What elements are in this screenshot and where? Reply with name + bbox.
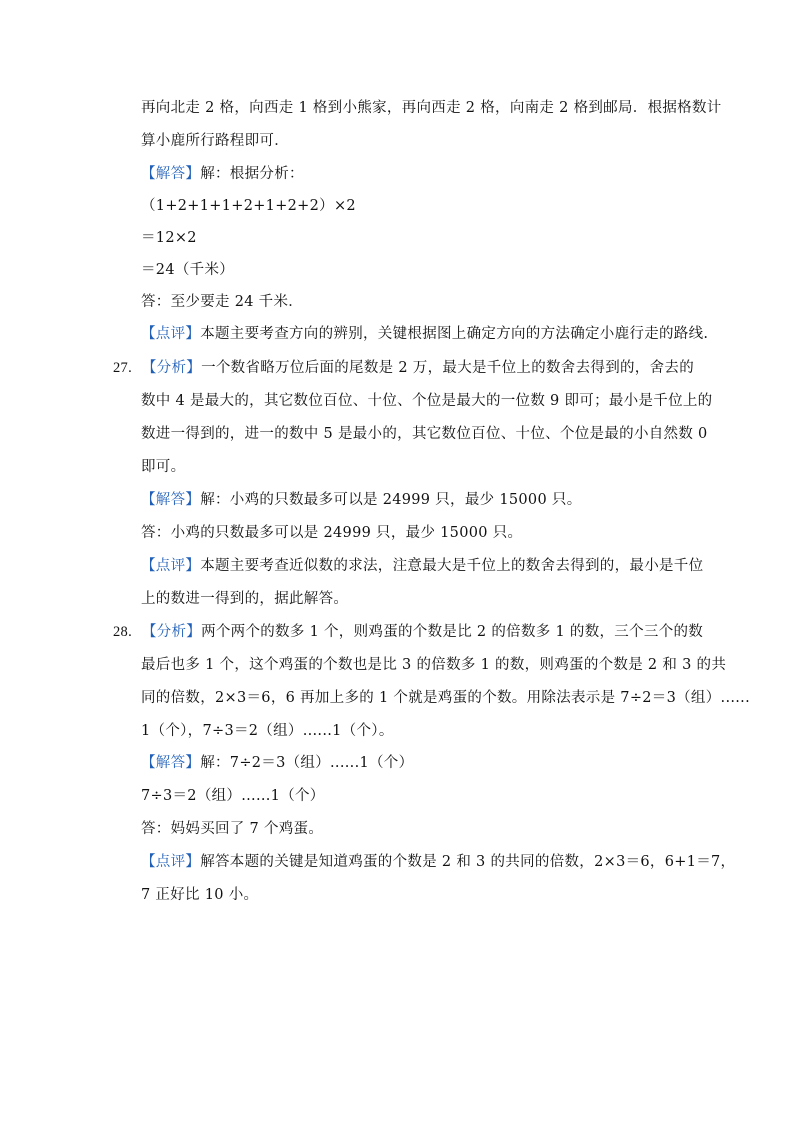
q26-answer-line-5: 答：至少要走 24 千米．: [141, 294, 304, 310]
comment-tag: 【点评】: [141, 558, 201, 574]
q28-comment-line-2: 7 正好比 10 小。: [141, 887, 259, 903]
q27-analysis-line-4: 即可。: [141, 459, 186, 475]
q28-comment: [141, 852, 735, 872]
q27-answer: [141, 490, 582, 510]
q27-comment-line-1: 本题主要考查近似数的求法，注意最大是千位上的数舍去得到的，最小是千位: [200, 558, 704, 574]
q26-answer-line-1: 解：根据分析：: [200, 166, 304, 182]
analysis-tag: 【分析】: [141, 624, 202, 640]
q28-answer-line-1: 解：7÷2＝3（组）......1（个）: [200, 755, 414, 771]
q28-analysis-line-3: 同的倍数，2×3＝6，6 再加上多的 1 个就是鸡蛋的个数。用除法表示是 7÷2＝3（组）......: [141, 690, 750, 706]
q28-comment-line-1: 解答本题的关键是知道鸡蛋的个数是 2 和 3 的共同的倍数，2×3＝6，6+1＝7，: [200, 854, 736, 870]
q28-analysis-line-4: 1（个），7÷3＝2（组）......1（个）。: [141, 723, 394, 739]
analysis-tag: 【分析】: [141, 360, 202, 376]
comment-tag: 【点评】: [141, 854, 201, 870]
q27-number: 27.: [113, 360, 133, 376]
q28-analysis: [113, 622, 703, 642]
q27-analysis-line-3: 数进一得到的，进一的数中 5 是最小的，其它数位百位、十位、个位是最的小自然数 0: [141, 426, 708, 442]
q26-answer-line-3: ＝12×2: [141, 230, 197, 246]
q28-answer-line-3: 答：妈妈买回了 7 个鸡蛋。: [141, 821, 324, 837]
answer-tag: 【解答】: [141, 166, 201, 182]
q26-comment: [141, 324, 708, 344]
answer-tag: 【解答】: [141, 755, 201, 771]
q27-analysis-line-1: 一个数省略万位后面的尾数是 2 万，最大是千位上的数舍去得到的，舍去的: [201, 360, 695, 376]
answer-tag: 【解答】: [141, 492, 201, 508]
q27-analysis: [113, 358, 694, 378]
q26-analysis-line-1: 再向北走 2 格，向西走 1 格到小熊家，再向西走 2 格，向南走 2 格到邮局．根据格数计: [141, 100, 722, 116]
q27-conclusion: 答：小鸡的只数最多可以是 24999 只，最少 15000 只。: [141, 525, 523, 541]
q28-number: 28.: [113, 624, 133, 640]
q27-comment: [141, 556, 703, 576]
q26-answer: [141, 164, 304, 184]
q28-answer-line-2: 7÷3＝2（组）......1（个）: [141, 788, 325, 804]
q28-analysis-line-1: 两个两个的数多 1 个，则鸡蛋的个数是比 2 的倍数多 1 的数，三个三个的数: [201, 624, 704, 640]
q27-analysis-line-2: 数中 4 是最大的，其它数位百位、十位、个位是最大的一位数 9 即可；最小是千位上的: [141, 393, 713, 409]
q27-comment-line-2: 上的数进一得到的，据此解答。: [141, 591, 349, 607]
q26-analysis-line-2: 算小鹿所行路程即可．: [141, 133, 289, 149]
q27-answer-text: 解：小鸡的只数最多可以是 24999 只，最少 15000 只。: [200, 492, 582, 508]
q28-answer: [141, 753, 413, 773]
q26-answer-line-4: ＝24（千米）: [141, 262, 235, 278]
q28-analysis-line-2: 最后也多 1 个，这个鸡蛋的个数也是比 3 的倍数多 1 的数，则鸡蛋的个数是 2 和 3 的共: [141, 657, 727, 673]
q26-answer-line-2: （1+2+1+1+2+1+2+2）×2: [141, 198, 356, 214]
comment-tag: 【点评】: [141, 326, 201, 342]
q26-comment-text: 本题主要考查方向的辨别，关键根据图上确定方向的方法确定小鹿行走的路线.: [200, 326, 709, 342]
